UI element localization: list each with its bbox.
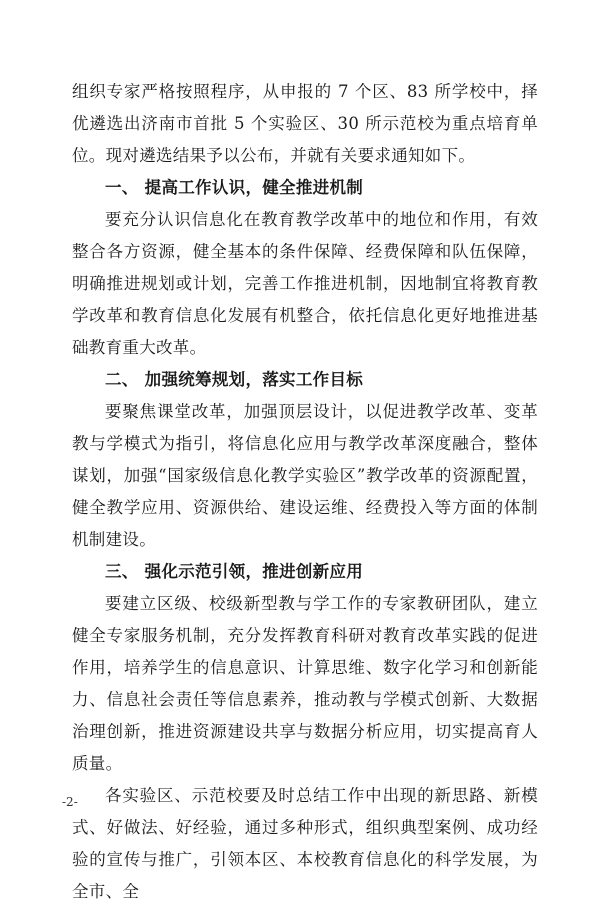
page-number: -2-	[62, 795, 78, 809]
heading-section-2: 二、 加强统筹规划，落实工作目标	[105, 370, 364, 389]
document-body	[72, 76, 538, 908]
paragraph-section-1: 要充分认识信息化在教育教学改革中的地位和作用，有效整合各方资源，健全基本的条件保障、经费保障和队伍保障，明确推进规划或计划，完善工作推进机制，因地制宜将教育教学改革和教育信息化发展有机整合，依托信息化更好地推进基础教育重大改革。	[72, 210, 538, 357]
heading-section-1: 一、 提高工作认识，健全推进机制	[105, 178, 364, 197]
paragraph-section-3: 要建立区级、校级新型教与学工作的专家教研团队，建立健全专家服务机制，充分发挥教育科研对教育改革实践的促进作用，培养学生的信息意识、计算思维、数字化学习和创新能力、信息社会责任等信息素养，推动教与学模式创新、大数据治理创新，推进资源建设共享与数据分析应用，切实提高育人质量。	[72, 594, 538, 773]
heading-section-3: 三、 强化示范引领，推进创新应用	[105, 562, 364, 581]
paragraph-section-2: 要聚焦课堂改革，加强顶层设计，以促进教学改革、变革教与学模式为指引，将信息化应用与教学改革深度融合，整体谋划，加强“国家级信息化教学实验区”教学改革的资源配置，健全教学应用、资源供给、建设运维、经费投入等方面的体制机制建设。	[72, 402, 538, 549]
paragraph-intro: 组织专家严格按照程序，从申报的 7 个区、83 所学校中，择优遴选出济南市首批 5 个实验区、30 所示范校为重点培育单位。现对遴选结果予以公布，并就有关要求通知如下。	[72, 82, 538, 165]
paragraph-summary: 各实验区、示范校要及时总结工作中出现的新思路、新模式、好做法、好经验，通过多种形式，组织典型案例、成功经验的宣传与推广，引领本区、本校教育信息化的科学发展，为全市、全	[72, 786, 538, 901]
